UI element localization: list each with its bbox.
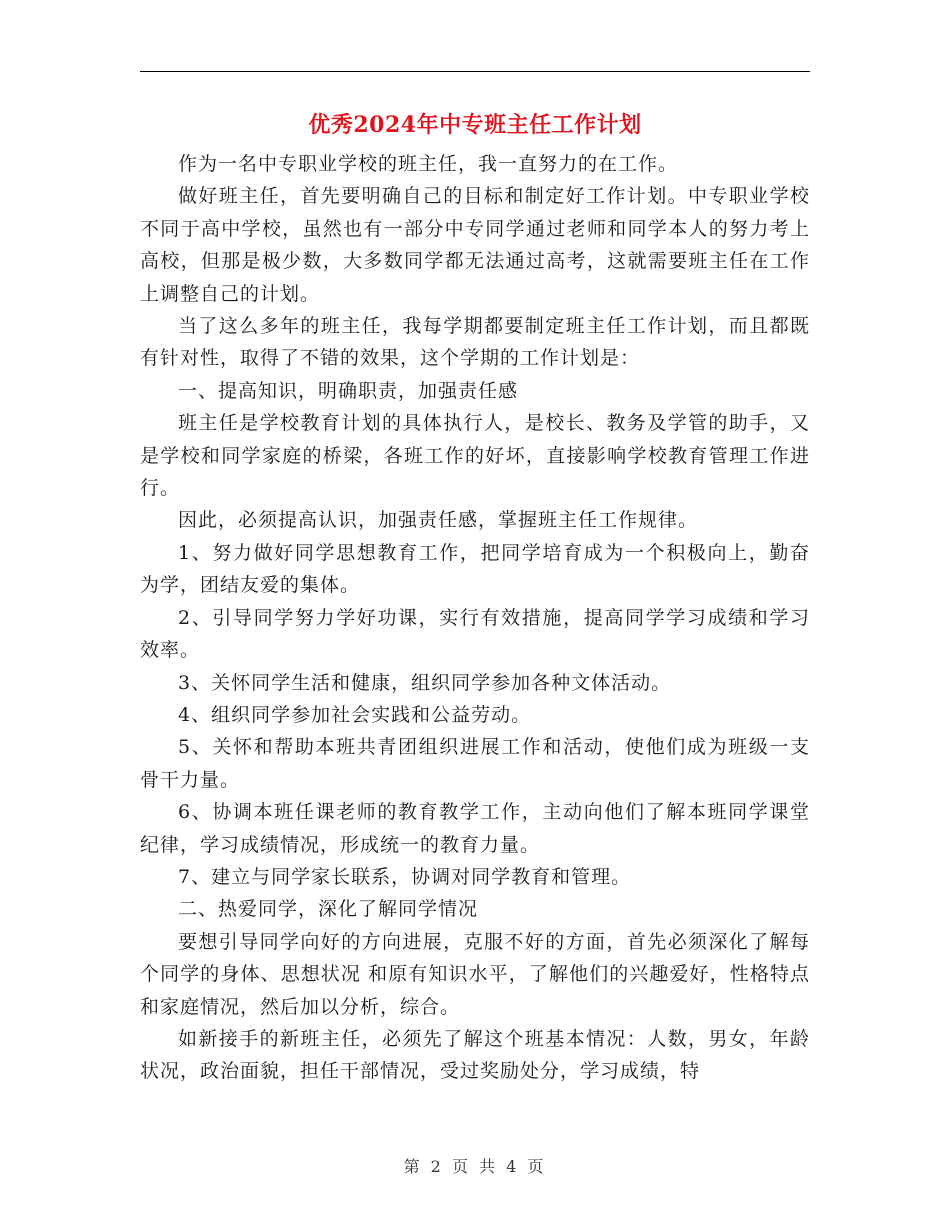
paragraph: 如新接手的新班主任，必须先了解这个班基本情况：人数，男女，年龄状况，政治面貌，担任干部情况，受过奖励处分，学习成绩，特 <box>140 1027 810 1083</box>
section-heading: 一、提高知识，明确职责，加强责任感 <box>178 379 519 402</box>
list-item: 5、关怀和帮助本班共青团组织进展工作和活动，使他们成为班级一支骨干力量。 <box>140 736 810 791</box>
list-item: 1、努力做好同学思想教育工作，把同学培育成为一个积极向上，勤奋为学，团结友爱的集体。 <box>140 541 810 597</box>
paragraph: 班主任是学校教育计划的具体执行人，是校长、教务及学管的助手，又是学校和同学家庭的桥梁，各班工作的好坏，直接影响学校教育管理工作进行。 <box>140 412 810 500</box>
paragraph: 作为一名中专职业学校的班主任，我一直努力的在工作。 <box>178 153 679 175</box>
document-body <box>140 148 810 1088</box>
paragraph: 要想引导同学向好的方向进展，克服不好的方面，首先必须深化了解每个同学的身体、思想状况 和原有知识水平，了解他们的兴趣爱好，性格特点和家庭情况，然后加以分析，综合。 <box>140 930 810 1018</box>
list-item: 7、建立与同学家长联系，协调对同学教育和管理。 <box>178 865 632 888</box>
page-number-footer: 第 2 页 共 4 页 <box>403 1157 547 1176</box>
header-rule <box>140 71 810 72</box>
section-heading: 二、热爱同学，深化了解同学情况 <box>178 898 479 921</box>
list-item: 6、协调本班任课老师的教育教学工作，主动向他们了解本班同学课堂纪律，学习成绩情况，形成统一的教育力量。 <box>140 801 810 856</box>
paragraph: 当了这么多年的班主任，我每学期都要制定班主任工作计划，而且都既有针对性，取得了不错的效果，这个学期的工作计划是： <box>140 315 810 370</box>
paragraph: 做好班主任，首先要明确自己的目标和制定好工作计划。中专职业学校不同于高中学校，虽然也有一部分中专同学通过老师和同学本人的努力考上高校，但那是极少数，大多数同学都无法通过高考，这就需要班主任在工作上调整自己的计划。 <box>140 185 810 305</box>
list-item: 3、关怀同学生活和健康，组织同学参加各种文体活动。 <box>178 671 672 694</box>
paragraph: 因此，必须提高认识，加强责任感，掌握班主任工作规律。 <box>178 509 699 532</box>
document-title: 优秀2024年中专班主任工作计划 <box>308 112 642 138</box>
list-item: 4、组织同学参加社会实践和公益劳动。 <box>178 703 532 726</box>
list-item: 2、引导同学努力学好功课，实行有效措施，提高同学学习成绩和学习效率。 <box>140 606 810 662</box>
